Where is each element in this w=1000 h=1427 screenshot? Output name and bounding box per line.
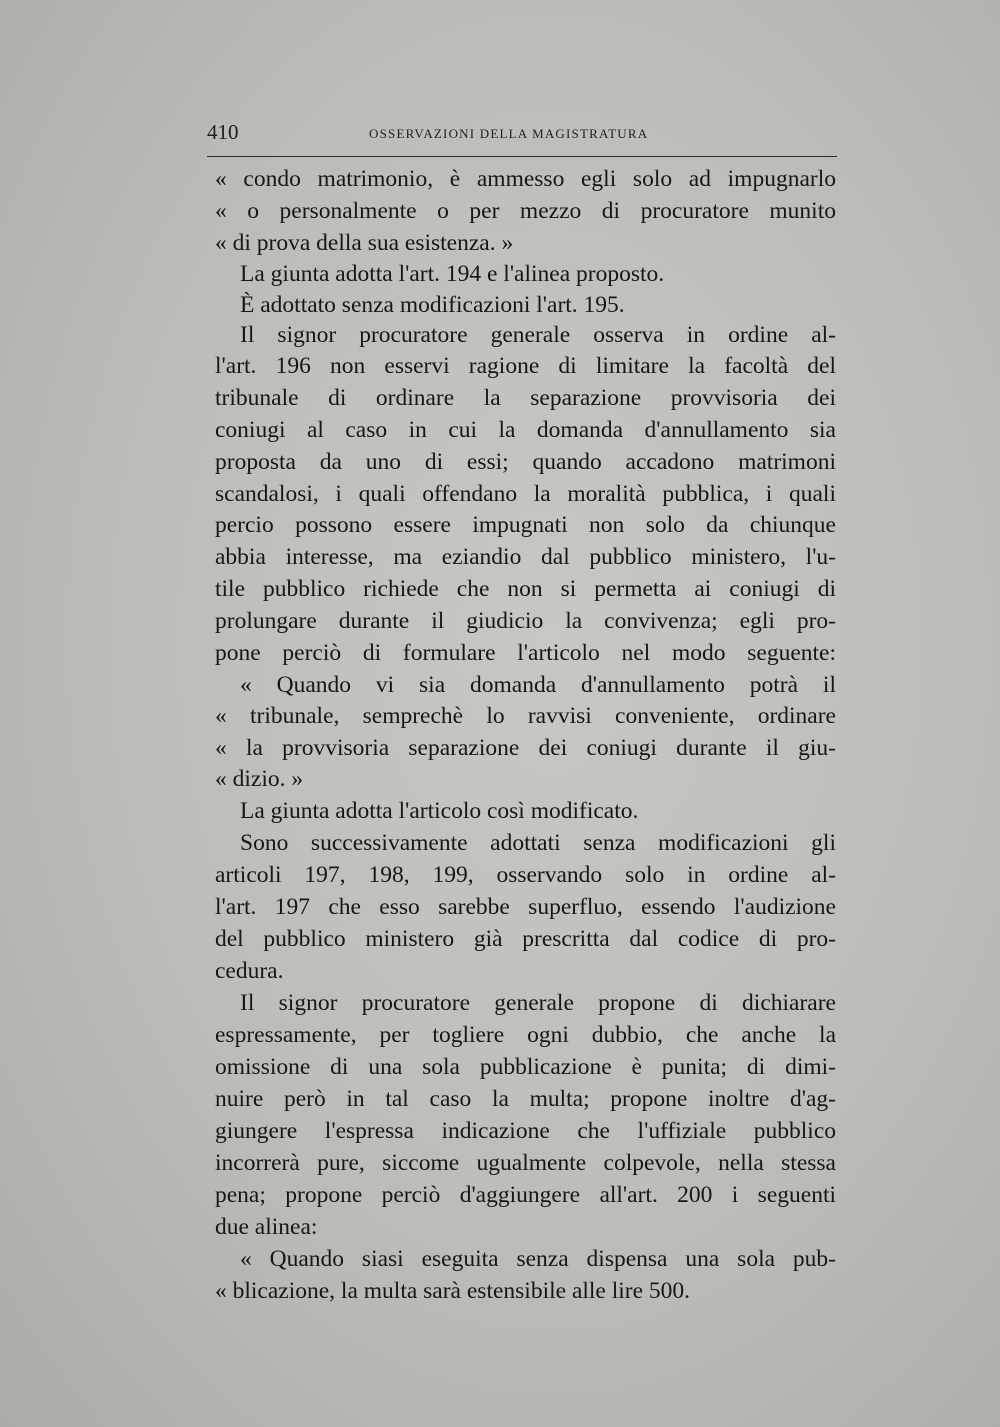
text-line: Sono successivamente adottati senza modificazioni gli [240,830,836,856]
page-number: 410 [207,120,239,144]
text-line: « condo matrimonio, è ammesso egli solo ad impugnarlo [215,166,836,192]
text-line: cedura. [215,958,284,984]
text-line: coniugi al caso in cui la domanda d'annullamento sia [215,417,836,443]
text-line: tile pubblico richiede che non si permetta ai coniugi di [215,576,836,602]
text-line: È adottato senza modificazioni l'art. 195. [240,292,625,318]
text-line: La giunta adotta l'articolo così modificato. [240,798,639,824]
text-line: « di prova della sua esistenza. » [215,230,514,256]
text-line: giungere l'espressa indicazione che l'uffiziale pubblico [215,1118,836,1144]
text-line: due alinea: [215,1214,318,1240]
text-line: articoli 197, 198, 199, osservando solo in ordine al- [215,862,836,888]
text-line: « tribunale, semprechè lo ravvisi conveniente, ordinare [215,703,836,729]
text-line: pone perciò di formulare l'articolo nel modo seguente: [215,640,836,666]
text-line: scandalosi, i quali offendano la moralità pubblica, i quali [215,481,836,507]
text-line: l'art. 197 che esso sarebbe superfluo, essendo l'audizione [215,894,836,920]
text-line: del pubblico ministero già prescritta dal codice di pro- [215,926,836,952]
running-head: OSSERVAZIONI DELLA MAGISTRATURA [369,126,649,141]
text-line: « dizio. » [215,766,304,792]
text-line: abbia interesse, ma eziandio dal pubblico ministero, l'u- [215,544,836,570]
text-line: Il signor procuratore generale propone di dichiarare [240,990,836,1016]
text-line: omissione di una sola pubblicazione è punita; di dimi- [215,1054,836,1080]
text-line: percio possono essere impugnati non solo da chiunque [215,512,836,538]
text-line: « la provvisoria separazione dei coniugi durante il giu- [215,735,836,761]
text-line: « Quando vi sia domanda d'annullamento potrà il [240,672,836,698]
text-line: La giunta adotta l'art. 194 e l'alinea proposto. [240,261,665,287]
text-line: incorrerà pure, siccome ugualmente colpevole, nella stessa [215,1150,836,1176]
text-line: « blicazione, la multa sarà estensibile alle lire 500. [215,1278,691,1304]
text-line: Il signor procuratore generale osserva in ordine al- [240,322,836,348]
text-line: « Quando siasi eseguita senza dispensa una sola pub- [240,1246,836,1272]
text-line: tribunale di ordinare la separazione provvisoria dei [215,385,836,411]
text-line: espressamente, per togliere ogni dubbio, che anche la [215,1022,836,1048]
text-line: « o personalmente o per mezzo di procuratore munito [215,198,836,224]
text-line: nuire però in tal caso la multa; propone inoltre d'ag- [215,1086,836,1112]
text-line: proposta da uno di essi; quando accadono matrimoni [215,449,836,475]
text-line: pena; propone perciò d'aggiungere all'art. 200 i seguenti [215,1182,836,1208]
text-line: prolungare durante il giudicio la convivenza; egli pro- [215,608,836,634]
text-line: l'art. 196 non esservi ragione di limitare la facoltà del [215,353,836,379]
page-header [207,120,837,157]
